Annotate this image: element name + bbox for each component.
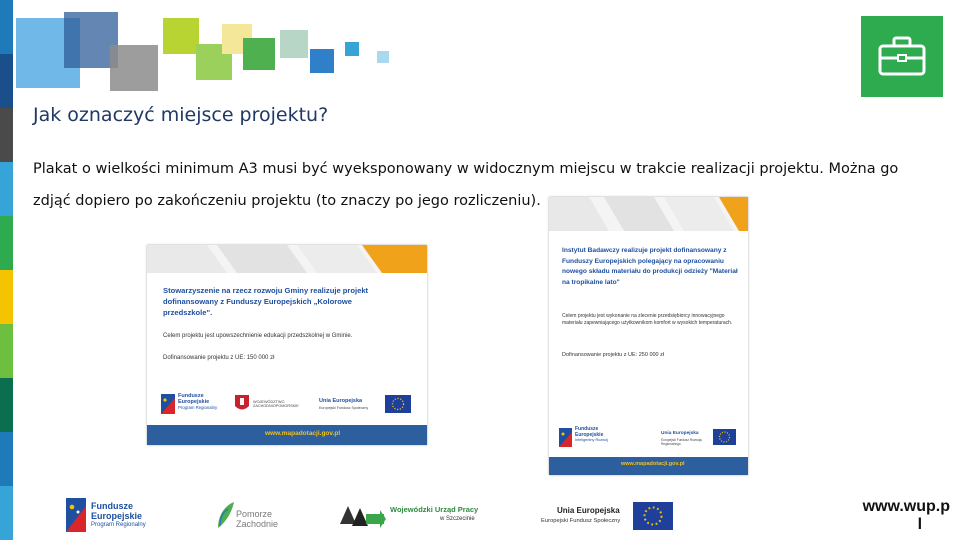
- fe-flag-icon: [66, 498, 86, 532]
- poster1-fe-line1: Fundusze: [178, 393, 204, 399]
- poster1-ue-logo: [319, 395, 414, 417]
- poster1-fe-line3: Program Regionalny: [178, 405, 218, 410]
- poster2-fe-line3: Inteligentny Rozwój: [575, 438, 608, 442]
- pomorze-leaf-icon: [214, 500, 236, 530]
- poster1-region-logo: [235, 395, 305, 415]
- region-crest-icon: [235, 395, 249, 413]
- poster2-fe-logo: [559, 427, 619, 449]
- footer-pomorze-logo: [214, 500, 284, 532]
- footer-fe-logo: [66, 498, 166, 534]
- briefcase-icon: [877, 36, 927, 78]
- poster2-funding: Dofinansowanie projektu z UE: 250 000 zł: [562, 352, 665, 358]
- website-line2: l: [917, 516, 923, 533]
- footer-fe-line1: Fundusze: [91, 501, 133, 511]
- footer-wup-line1: Wojewódzki Urząd Pracy: [390, 505, 479, 514]
- poster1-fe-logo: [161, 393, 221, 415]
- poster2-header-stripes: [549, 197, 748, 231]
- footer-pomorze-line2: Zachodnie: [236, 519, 279, 529]
- poster1-ue-line1: Unia Europejska: [319, 398, 363, 404]
- poster2-ue-logo: [661, 429, 741, 451]
- poster-header-stripes: [147, 245, 427, 273]
- poster-example-landscape: [147, 245, 427, 445]
- eu-flag-icon: [385, 395, 411, 413]
- footer-ue-line1: Unia Europejska: [557, 506, 620, 515]
- poster-example-portrait: [549, 197, 748, 475]
- poster2-url: www.mapadotacji.gov.pl: [621, 461, 685, 467]
- footer-fe-line3: Program Regionalny: [91, 522, 146, 528]
- footer-ue-logo: [541, 502, 676, 532]
- poster2-ue-line2: Europejski Fundusz Rozwoju Regionalnego: [661, 438, 703, 446]
- poster1-funding: Dofinansowanie projektu z UE: 150 000 zł: [163, 355, 275, 361]
- website-line1: www.wup.p: [862, 498, 950, 515]
- fe-flag-icon: [559, 428, 572, 447]
- fe-flag-icon: [161, 394, 175, 414]
- footer-pomorze-line1: Pomorze: [236, 509, 273, 519]
- footer-wup-logo: [336, 500, 486, 530]
- footer-ue-line2: Europejski Fundusz Społeczny: [541, 518, 621, 524]
- poster1-region-text: WOJEWÓDZTWO ZACHODNIOPOMORSKIE: [253, 400, 299, 408]
- left-color-stripe: [0, 0, 13, 540]
- eu-flag-icon: [633, 502, 673, 530]
- poster2-fe-line1: Fundusze: [575, 426, 599, 432]
- poster1-heading: Stowarzyszenie na rzecz rozwoju Gminy realizuje projekt dofinansowany z Funduszy Europejskich „Kolorowe przedszkole".: [163, 286, 369, 317]
- slide-body-text: Plakat o wielkości minimum A3 musi być wyeksponowany w widocznym miejscu w trakcie realizacji projektu. Można go zdjąć dopiero po zakończeniu projektu (to znaczy po jego rozliczeniu).: [33, 161, 899, 209]
- poster1-url: www.mapadotacji.gov.pl: [265, 430, 341, 437]
- footer-fe-line2: Europejskie: [91, 511, 143, 521]
- poster2-goal: Celem projektu jest wykonanie na zlecenie przedsiębiorcy innowacyjnego materiału zapewniającego użytkownikom komfort w wysokich temperaturach.: [562, 313, 733, 326]
- poster1-fe-line2: Europejskie: [178, 399, 210, 405]
- poster2-fe-line2: Europejskie: [575, 431, 604, 438]
- wup-mark-icon: [336, 502, 386, 528]
- poster2-heading: Instytut Badawczy realizuje projekt dofinansowany z Funduszy Europejskich polegający na opracowaniu nowego składu materiału do produkcji odzieży "Materiał na tropikalne lato": [562, 247, 738, 286]
- briefcase-icon-box: [861, 16, 943, 97]
- poster2-ue-line1: Unia Europejska: [661, 431, 699, 436]
- slide-title: Jak oznaczyć miejsce projektu?: [33, 104, 329, 126]
- website-address[interactable]: [863, 498, 950, 534]
- eu-flag-icon: [713, 429, 736, 445]
- footer-wup-line2: w Szczecinie: [440, 516, 475, 522]
- poster1-ue-line2: Europejski Fundusz Społeczny: [319, 406, 369, 410]
- poster1-goal: Celem projektu jest upowszechnienie edukacji przedszkolnej w Gminie.: [163, 333, 353, 339]
